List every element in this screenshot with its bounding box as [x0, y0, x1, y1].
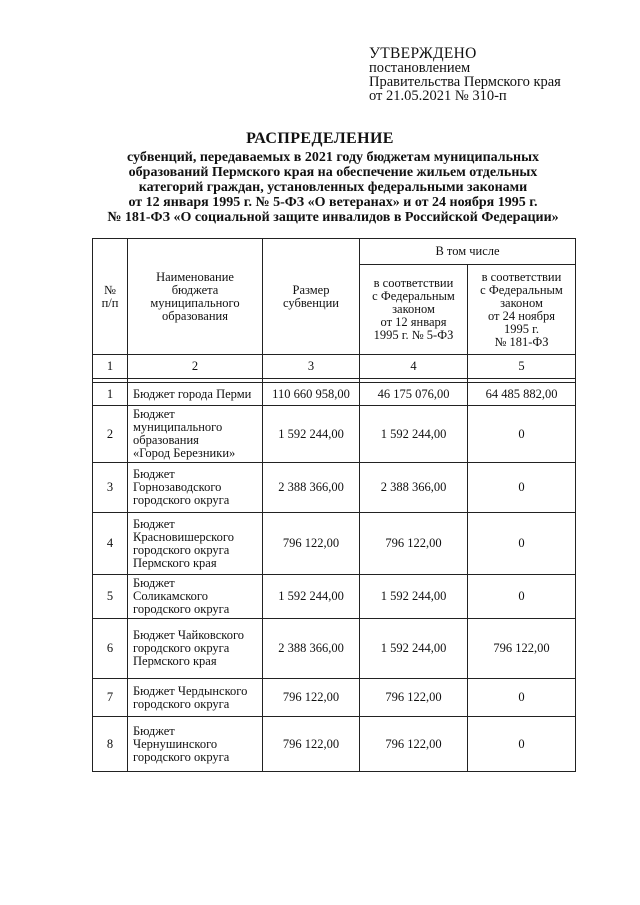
amount-law-181fz: 796 122,00	[468, 619, 576, 679]
row-number: 1	[93, 383, 128, 406]
row-number: 3	[93, 463, 128, 513]
budget-name-line: Чернушинского	[133, 736, 218, 751]
subvention-amount: 1 592 244,00	[263, 406, 360, 463]
budget-name-line: Бюджет Чердынского	[133, 683, 248, 698]
budget-name-line: городского округа	[133, 542, 230, 557]
table-row	[93, 679, 576, 717]
budget-name-line: городского округа	[133, 602, 230, 616]
budget-name-line: Бюджет города Перми	[133, 386, 252, 401]
column-number-row	[93, 355, 576, 379]
row-number: 4	[93, 513, 128, 575]
budget-name-line: «Город Березники»	[133, 446, 236, 460]
header-group: В том числе	[360, 239, 576, 265]
table-row	[93, 717, 576, 772]
amount-law-5fz: 796 122,00	[360, 679, 468, 717]
header-amount: Размер субвенции	[263, 239, 360, 355]
budget-name	[128, 679, 263, 717]
budget-name-line: городского округа	[133, 493, 230, 507]
amount-law-181fz: 64 485 882,00	[468, 383, 576, 406]
table-row	[93, 463, 576, 513]
amount-law-181fz: 0	[468, 679, 576, 717]
subvention-amount: 2 388 366,00	[263, 463, 360, 513]
amount-law-181fz: 0	[468, 406, 576, 463]
distribution-table	[92, 238, 576, 772]
amount-law-5fz: 46 175 076,00	[360, 383, 468, 406]
budget-name-line: Пермского края	[133, 654, 217, 668]
budget-name-line: Бюджет Чайковского	[133, 628, 245, 642]
budget-name-line: городского округа	[133, 641, 230, 655]
document-title: РАСПРЕДЕЛЕНИЕ	[246, 130, 394, 147]
column-number: 3	[263, 355, 360, 379]
table-row	[93, 513, 576, 575]
subtitle-line: категорий граждан, установленных федеральными законами	[138, 180, 528, 195]
amount-law-5fz: 796 122,00	[360, 717, 468, 772]
amount-law-181fz: 0	[468, 513, 576, 575]
column-number: 2	[128, 355, 263, 379]
budget-name-line: Бюджет	[133, 516, 175, 531]
amount-law-5fz: 1 592 244,00	[360, 575, 468, 619]
subvention-amount: 796 122,00	[263, 513, 360, 575]
subvention-amount: 2 388 366,00	[263, 619, 360, 679]
budget-name-line: Бюджет	[133, 723, 175, 738]
amount-law-5fz: 796 122,00	[360, 513, 468, 575]
header-law-5fz: в соответствии с Федеральным законом от 12 января 1995 г. № 5-ФЗ	[360, 265, 468, 355]
budget-name-line: городского округа	[133, 749, 230, 764]
subvention-amount: 796 122,00	[263, 717, 360, 772]
amount-law-5fz: 1 592 244,00	[360, 619, 468, 679]
budget-name-line: Бюджет	[133, 576, 175, 590]
header-law-181fz: в соответствии с Федеральным законом от 24 ноября 1995 г. № 181-ФЗ	[468, 265, 576, 355]
subvention-amount: 796 122,00	[263, 679, 360, 717]
amount-law-181fz: 0	[468, 575, 576, 619]
amount-law-5fz: 1 592 244,00	[360, 406, 468, 463]
table-row	[93, 406, 576, 463]
approval-title: УТВЕРЖДЕНО	[369, 45, 477, 62]
column-number: 1	[93, 355, 128, 379]
row-number: 7	[93, 679, 128, 717]
budget-name	[128, 383, 263, 406]
row-number: 6	[93, 619, 128, 679]
approval-line: Правительства Пермского края	[369, 74, 561, 90]
header-num: № п/п	[93, 239, 128, 355]
column-number: 4	[360, 355, 468, 379]
budget-name-line: Соликамского	[133, 589, 208, 603]
budget-name	[128, 406, 263, 463]
subtitle-line: субвенций, передаваемых в 2021 году бюджетам муниципальных	[126, 150, 540, 165]
budget-name	[128, 619, 263, 679]
row-number: 5	[93, 575, 128, 619]
budget-name	[128, 463, 263, 513]
approval-date: от 21.05.2021 № 310-п	[369, 88, 507, 104]
header-name: Наименование бюджета муниципального образования	[128, 239, 263, 355]
budget-name	[128, 717, 263, 772]
budget-name-line: Бюджет	[133, 407, 175, 421]
budget-name-line: городского округа	[133, 696, 230, 711]
row-number: 8	[93, 717, 128, 772]
subtitle-line: № 181-ФЗ «О социальной защите инвалидов в Российской Федерации»	[107, 210, 559, 225]
approval-line: постановлением	[369, 60, 471, 76]
table-row	[93, 575, 576, 619]
approval-stamp	[369, 47, 629, 103]
amount-law-5fz: 2 388 366,00	[360, 463, 468, 513]
budget-name-line: Красновишерского	[133, 529, 234, 544]
table-row	[93, 619, 576, 679]
subvention-amount: 1 592 244,00	[263, 575, 360, 619]
document-subtitle	[80, 150, 586, 225]
budget-name	[128, 513, 263, 575]
budget-name-line: Пермского края	[133, 555, 217, 570]
amount-law-181fz: 0	[468, 717, 576, 772]
subtitle-line: от 12 января 1995 г. № 5-ФЗ «О ветеранах» и от 24 ноября 1995 г.	[128, 195, 538, 210]
budget-name-line: Горнозаводского	[133, 480, 222, 494]
amount-law-181fz: 0	[468, 463, 576, 513]
row-number: 2	[93, 406, 128, 463]
column-number: 5	[468, 355, 576, 379]
budget-name-line: Бюджет	[133, 467, 175, 481]
budget-name-line: образования	[133, 433, 199, 447]
budget-name	[128, 575, 263, 619]
subvention-amount: 110 660 958,00	[263, 383, 360, 406]
table-row	[93, 383, 576, 406]
subtitle-line: образований Пермского края на обеспечение жильем отдельных	[128, 165, 538, 180]
budget-name-line: муниципального	[133, 420, 223, 434]
